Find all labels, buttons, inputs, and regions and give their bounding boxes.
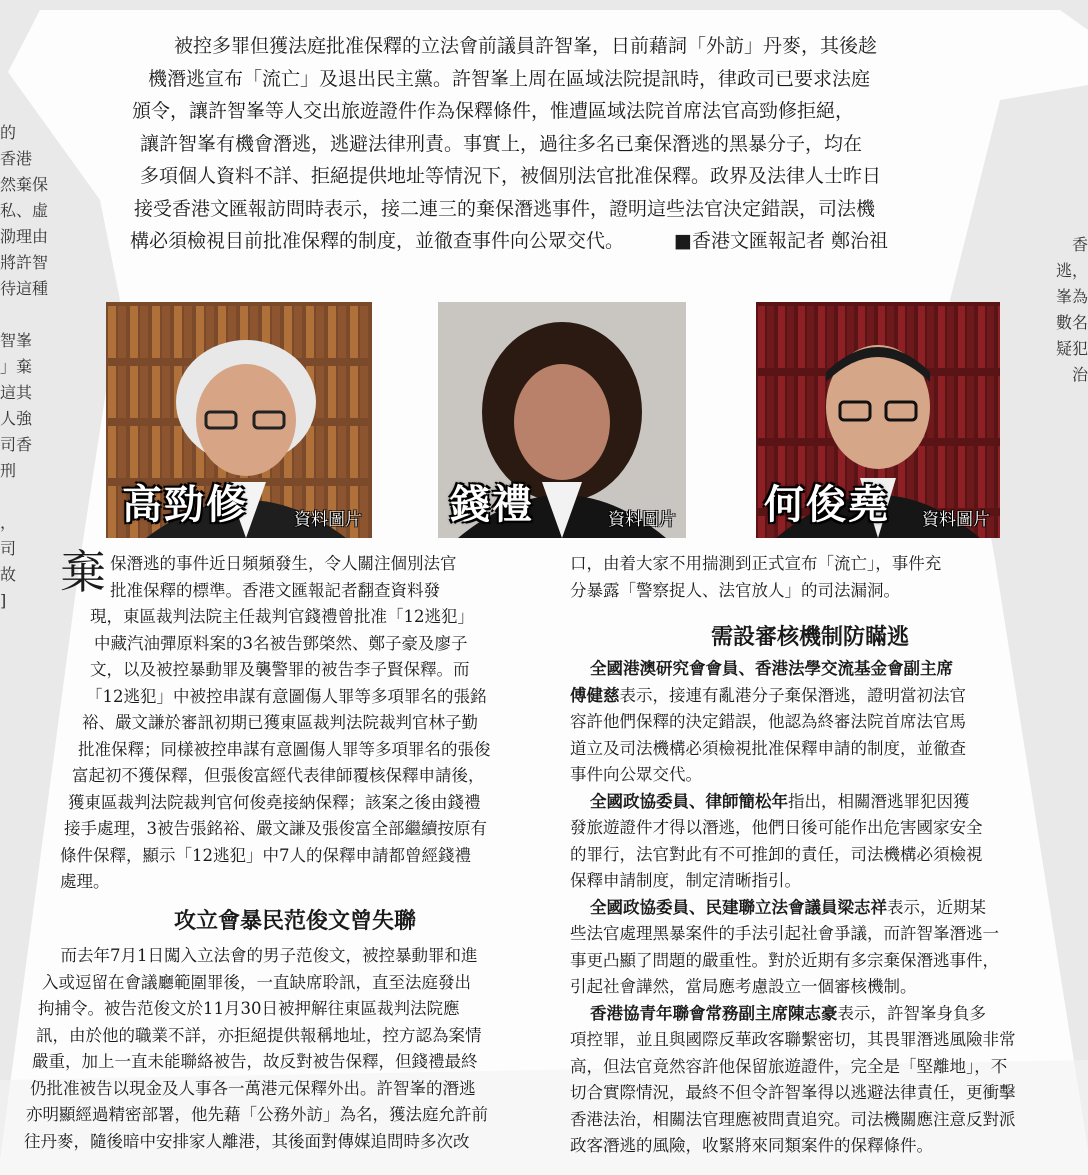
fragment-line: 逃， bbox=[1055, 261, 1088, 280]
photo-judge-ko bbox=[106, 302, 372, 538]
body-line: 文，以及被控暴動罪及襲警罪的被告李子賢保釋。而 bbox=[90, 660, 470, 679]
body-line: 獲東區裁判法院裁判官何俊堯接納保釋；該案之後由錢禮 bbox=[68, 792, 481, 812]
body-line: 接手處理，3被告張銘裕、嚴文謙及張俊富全部繼續按原有 bbox=[64, 819, 487, 838]
byline: ■香港文匯報記者 鄭治祖 bbox=[674, 230, 889, 252]
fragment-line: 刑 bbox=[0, 461, 17, 480]
fragment-line: ， bbox=[0, 513, 17, 532]
right-article-column-2 bbox=[570, 656, 1070, 1160]
body-line: 指出，相關潛逃罪犯因獲 bbox=[788, 791, 970, 811]
body-line: 中藏汽油彈原料案的3名被告鄧棨然、鄭子豪及廖子 bbox=[94, 633, 468, 653]
lead-line: 機潛逃宣布「流亡」及退出民主黨。許智峯上周在區域法院提訊時，律政司已要求法庭 bbox=[148, 67, 871, 90]
fragment-line: 司香 bbox=[0, 435, 33, 454]
speaker-title: 全國港澳研究會會員、香港法學交流基金會副主席 bbox=[590, 659, 953, 678]
body-line: 表示，接連有亂港分子棄保潛逃，證明當初法官 bbox=[619, 685, 966, 705]
body-line: 的罪行，法官對此有不可推卸的責任，司法機構必須檢視 bbox=[570, 844, 983, 864]
body-line: 些法官處理黑暴案件的手法引起社會爭議，而許智峯潛逃一 bbox=[570, 924, 999, 943]
fragment-line bbox=[0, 302, 60, 328]
body-line: 保釋申請制度，制定清晰指引。 bbox=[570, 871, 801, 890]
drop-cap: 棄 bbox=[60, 545, 106, 599]
body-line: 富起初不獲保釋，但張俊富經代表律師覆核保釋申請後， bbox=[72, 766, 485, 785]
body-line: 往丹麥，隨後暗中安排家人離港，其後面對傳媒追問時多次改 bbox=[24, 1131, 470, 1151]
fragment-line: 數名 bbox=[1055, 313, 1088, 332]
fragment-line: ] bbox=[0, 591, 7, 610]
body-line: 項控罪，並且與國際反華政客聯繫密切，其畏罪潛逃風險非常 bbox=[570, 1030, 1016, 1049]
fragment-line: 故 bbox=[0, 565, 17, 584]
right-fragment-column bbox=[1038, 232, 1088, 388]
body-line: 道立及司法機構必須檢視批准保釋申請的制度，並徹查 bbox=[570, 738, 966, 758]
fragment-line: 司 bbox=[0, 539, 17, 558]
photo-source-tag: 資料圖片 bbox=[294, 510, 362, 530]
body-line: 「12逃犯」中被控串謀有意圖傷人罪等多項罪名的張銘 bbox=[86, 686, 487, 706]
body-line: 入或逗留在會議廳範圍罪後，一直缺席聆訊，直至法庭發出 bbox=[42, 972, 471, 992]
body-line: 處理。 bbox=[60, 872, 110, 891]
right-article-column bbox=[570, 551, 1050, 604]
photo-source-tag: 資料圖片 bbox=[608, 510, 676, 530]
body-line: 香港法治，相關法官理應被問責追究。司法機關應注意反對派 bbox=[570, 1109, 1016, 1129]
photo-magistrate-ho bbox=[756, 302, 1000, 538]
body-line: 批准保釋的標準。香港文匯報記者翻查資料發 bbox=[110, 580, 440, 600]
fragment-line: 治 bbox=[1071, 365, 1088, 384]
speaker-name: 全國政協委員、民建聯立法會議員梁志祥 bbox=[590, 897, 887, 917]
fragment-line bbox=[0, 484, 60, 510]
photo-magistrate-chin bbox=[438, 302, 686, 538]
body-line: 條件保釋，顯示「12逃犯」中7人的保釋申請都曾經錢禮 bbox=[60, 845, 471, 865]
body-line: 表示，許智峯身負多 bbox=[837, 1003, 986, 1023]
body-line: 事件向公眾交代。 bbox=[570, 765, 702, 784]
body-line: 容許他們保釋的決定錯誤，他認為終審法院首席法官馬 bbox=[570, 712, 966, 731]
body-line: 拘捕令。被告范俊文於11月30日被押解往東區裁判法院應 bbox=[38, 999, 460, 1018]
lead-line: 頒令，讓許智峯等人交出旅遊證件作為保釋條件，惟遭區域法院首席法官高勁修拒絕， bbox=[132, 100, 855, 122]
subheading-fan-chun-man: 攻立會暴民范俊文曾失聯 bbox=[173, 909, 416, 934]
body-line: 保潛逃的事件近日頻頻發生，令人關注個別法官 bbox=[110, 554, 457, 573]
left-article-column bbox=[60, 545, 550, 896]
body-line: 批准保釋；同樣被控串謀有意圖傷人罪等多項罪名的張俊 bbox=[78, 739, 491, 759]
body-line: 引起社會譁然，當局應考慮設立一個審核機制。 bbox=[570, 977, 917, 996]
lead-paragraph bbox=[130, 30, 970, 258]
body-line: 發旅遊證件才得以潛逃，他們日後可能作出危害國家安全 bbox=[570, 818, 983, 837]
photo-caption-name: 高勁修 bbox=[122, 482, 248, 528]
fragment-line: 泐理由 bbox=[0, 227, 49, 246]
body-line: 事更凸顯了問題的嚴重性。對於近期有多宗棄保潛逃事件， bbox=[570, 950, 999, 970]
fragment-line: 這其 bbox=[0, 383, 33, 402]
fragment-line: 將許智 bbox=[0, 253, 49, 272]
fragment-line: 疑犯 bbox=[1055, 339, 1088, 358]
lead-line: 接受香港文匯報訪問時表示，接二連三的棄保潛逃事件，證明這些法官決定錯誤，司法機 bbox=[134, 197, 876, 220]
body-line: 分暴露「警察捉人、法官放人」的司法漏洞。 bbox=[570, 580, 900, 600]
fragment-line: 的 bbox=[0, 123, 17, 142]
body-line: 裕、嚴文謙於審訊初期已獲東區裁判法院裁判官林子勤 bbox=[82, 713, 478, 732]
body-line: 嚴重，加上一直未能聯絡被告，故反對被告保釋，但錢禮最終 bbox=[32, 1052, 478, 1071]
lead-line: 讓許智峯有機會潛逃，逃避法律刑責。事實上，過往多名已棄保潛逃的黑暴分子，均在 bbox=[140, 132, 863, 155]
body-line: 口，由着大家不用揣測到正式宣布「流亡」，事件充 bbox=[570, 554, 942, 573]
body-line: 仍批准被告以現金及人事各一萬港元保釋外出。許智峯的潛逃 bbox=[30, 1078, 476, 1098]
fragment-line: 待這種 bbox=[0, 279, 49, 298]
body-line: 現，東區裁判法院主任裁判官錢禮曾批准「12逃犯」 bbox=[90, 607, 474, 626]
subheading-review-mechanism: 需設審核機制防瞞逃 bbox=[710, 625, 909, 650]
left-article-column-2 bbox=[24, 943, 554, 1155]
body-line: 政客潛逃的風險，收緊將來同類案件的保釋條件。 bbox=[570, 1136, 933, 1155]
fragment-line: 人強 bbox=[0, 409, 33, 428]
left-fragment-column bbox=[0, 120, 60, 614]
fragment-line: 香 bbox=[1071, 235, 1088, 254]
fragment-line: 然棄保 bbox=[0, 175, 49, 194]
body-line: 訊，由於他的職業不詳，亦拒絕提供報稱地址，控方認為案情 bbox=[36, 1025, 482, 1045]
body-line: 切合實際情況，最終不但令許智峯得以逃避法律責任，更衝擊 bbox=[570, 1083, 1016, 1102]
lead-line: 多項個人資料不詳、拒絕提供地址等情況下，被個別法官批准保釋。政界及法律人士昨日 bbox=[140, 165, 882, 187]
photo-caption-name: 錢禮 bbox=[450, 482, 534, 528]
fragment-line: 私、虛 bbox=[0, 201, 49, 220]
fragment-line: 」棄 bbox=[0, 357, 33, 376]
speaker-name: 傅健慈 bbox=[570, 685, 620, 705]
fragment-line: 智峯 bbox=[0, 331, 33, 350]
lead-last-line: 構必須檢視目前批准保釋的制度，並徹查事件向公眾交代。 bbox=[130, 230, 625, 252]
fragment-line: 峯為 bbox=[1055, 287, 1088, 306]
lead-line: 被控多罪但獲法庭批准保釋的立法會前議員許智峯，日前藉詞「外訪」丹麥，其後趁 bbox=[174, 35, 878, 57]
photo-source-tag: 資料圖片 bbox=[922, 510, 990, 530]
body-line: 而去年7月1日闖入立法會的男子范俊文，被控暴動罪和進 bbox=[44, 946, 478, 965]
body-line: 亦明顯經過精密部署，他先藉「公務外訪」為名，獲法庭允許前 bbox=[26, 1105, 488, 1124]
fragment-line: 香港 bbox=[0, 149, 33, 168]
body-line: 高，但法官竟然容許他保留旅遊證件，完全是「堅離地」，不 bbox=[570, 1056, 1008, 1076]
lead-line bbox=[130, 225, 970, 258]
body-line: 表示，近期某 bbox=[887, 897, 986, 917]
photo-caption-name: 何俊堯 bbox=[764, 482, 890, 528]
speaker-name: 香港協青年聯會常務副主席陳志豪 bbox=[590, 1003, 838, 1023]
speaker-name: 全國政協委員、律師簡松年 bbox=[590, 791, 788, 811]
